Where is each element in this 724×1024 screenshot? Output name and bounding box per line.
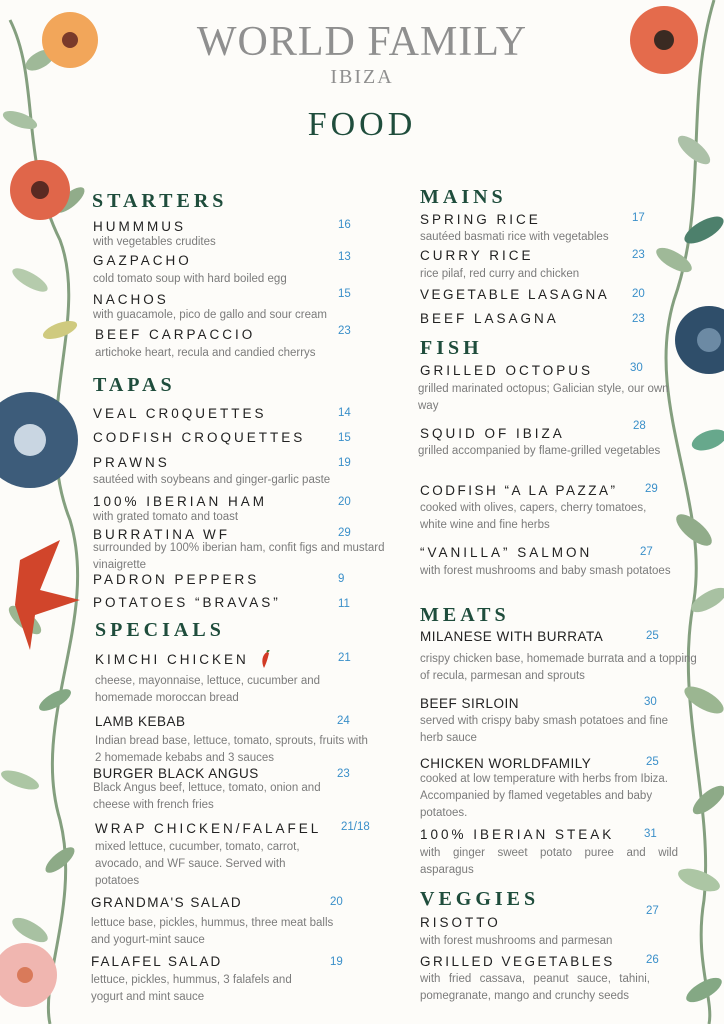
menu-item-price: 30 [630, 362, 643, 374]
menu-item-description: sautéed with soybeans and ginger-garlic paste [93, 474, 331, 486]
menu-item-name: RISOTTO [420, 915, 501, 930]
menu-item-description: Black Angus beef, lettuce, tomato, onion and cheese with french fries [93, 782, 321, 811]
menu-item-name: 100% IBERIAN STEAK [420, 827, 615, 842]
menu-item-price: 9 [338, 573, 345, 585]
menu-item-description: with fried cassava, peanut sauce, tahini, pomegranate, mango and crunchy seeds [420, 973, 650, 1002]
menu-item-description: surrounded by 100% iberian ham, confit figs and mustard vinaigrette [93, 542, 385, 571]
menu-item-description: with ginger sweet potato puree and wild asparagus [420, 847, 678, 876]
menu-item-price: 25 [646, 756, 659, 768]
menu-item-description: cheese, mayonnaise, lettuce, cucumber and homemade moroccan bread [95, 675, 321, 704]
menu-item-description: grilled marinated octopus; Galician style, our own way [418, 383, 669, 412]
menu-item-price: 11 [338, 598, 350, 610]
menu-item-name: BURGER BLACK ANGUS [93, 766, 259, 781]
menu-item-price: 29 [338, 527, 351, 539]
menu-item-name: 100% IBERIAN HAM [93, 494, 268, 509]
menu-item-name: VEAL CR0QUETTES [93, 406, 267, 421]
restaurant-name: WORLD FAMILY [196, 19, 528, 65]
menu-item-price: 15 [338, 288, 351, 300]
menu-item-name: NACHOS [93, 292, 169, 307]
menu-item-price: 29 [645, 483, 658, 495]
menu-item-name: GAZPACHO [93, 253, 192, 268]
menu-item-description: crispy chicken base, homemade burrata and a topping of recula, parmesan and sprouts [420, 653, 697, 682]
menu-item-name: PRAWNS [93, 455, 170, 470]
menu-item-description: cold tomato soup with hard boiled egg [93, 273, 287, 285]
menu-item-name: BEEF CARPACCIO [95, 327, 256, 342]
menu-item-name: SQUID OF IBIZA [420, 426, 565, 441]
menu-item-price: 13 [338, 251, 351, 263]
menu-item-name: BEEF SIRLOIN [420, 696, 520, 711]
menu-item-description: with guacamole, pico de gallo and sour cream [93, 309, 327, 321]
veggies-heading: VEGGIES [420, 888, 540, 910]
tapas-heading: TAPAS [93, 374, 176, 396]
menu-item-price: 25 [646, 630, 659, 642]
menu-item-description: lettuce base, pickles, hummus, three meat balls and yogurt-mint sauce [91, 917, 334, 946]
menu-item-description: with vegetables crudites [93, 236, 216, 248]
menu-item-price: 24 [337, 715, 350, 727]
menu-item-name: VEGETABLE LASAGNA [420, 287, 610, 302]
menu-item-name: CODFISH CROQUETTES [93, 430, 306, 445]
menu-item-price: 23 [337, 768, 350, 780]
menu-item-price: 17 [632, 212, 645, 224]
menu-item-name: MILANESE WITH BURRATA [420, 629, 604, 644]
chili-pepper-icon [258, 650, 272, 670]
menu-item-price: 26 [646, 954, 659, 966]
menu-item-name: GRILLED OCTOPUS [420, 363, 594, 378]
menu-item-price: 19 [330, 956, 343, 968]
menu-item-description: with forest mushrooms and baby smash potatoes [420, 565, 671, 577]
menu-item-name: BEEF LASAGNA [420, 311, 559, 326]
menu-item-name: KIMCHI CHICKEN [95, 652, 249, 667]
menu-item-price: 21/18 [341, 821, 370, 833]
menu-item-price: 20 [338, 496, 351, 508]
menu-item-price: 14 [338, 407, 351, 419]
restaurant-location: IBIZA [330, 66, 394, 88]
menu-item-price: 20 [330, 896, 343, 908]
menu-item-description: Indian bread base, lettuce, tomato, sprouts, fruits with 2 homemade kebabs and 3 sauces [95, 735, 368, 764]
menu-item-price: 30 [644, 696, 657, 708]
menu-item-name: CURRY RICE [420, 248, 534, 263]
menu-item-description: artichoke heart, recula and candied cherrys [95, 347, 316, 359]
menu-item-name: GRANDMA'S SALAD [91, 895, 243, 910]
menu-item-price: 15 [338, 432, 351, 444]
menu-item-description: sautéed basmati rice with vegetables [420, 231, 609, 243]
menu-item-description: mixed lettuce, cucumber, tomato, carrot, avocado, and WF sauce. Served with potatoes [95, 841, 300, 887]
menu-item-name: “VANILLA” SALMON [420, 545, 593, 560]
menu-item-description: cooked at low temperature with herbs from Ibiza. Accompanied by flamed vegetables and baby potatoes. [420, 773, 669, 819]
menu-item-name: CODFISH “A LA PAZZA” [420, 483, 618, 498]
menu-item-description: rice pilaf, red curry and chicken [420, 268, 580, 280]
menu-item-name: FALAFEL SALAD [91, 954, 223, 969]
menu-item-name: LAMB KEBAB [95, 714, 186, 729]
menu-item-price: 23 [632, 313, 645, 325]
meats-heading: MEATS [420, 604, 510, 626]
menu-item-price: 27 [640, 546, 653, 558]
menu-item-name: WRAP CHICKEN/FALAFEL [95, 821, 322, 836]
menu-item-name: BURRATINA WF [93, 527, 230, 542]
menu-item-description: with grated tomato and toast [93, 511, 239, 523]
menu-item-name: SPRING RICE [420, 212, 541, 227]
menu-item-name: CHICKEN WORLDFAMILY [420, 756, 592, 771]
menu-item-name: GRILLED VEGETABLES [420, 954, 615, 969]
menu-item-price: 31 [644, 828, 657, 840]
menu-item-price: 16 [338, 219, 351, 231]
menu-item-description: lettuce, pickles, hummus, 3 falafels and yogurt and mint sauce [91, 974, 292, 1003]
menu-item-price: 19 [338, 457, 351, 469]
menu-item-description: grilled accompanied by flame-grilled vegetables [418, 445, 661, 457]
menu-item-description: with forest mushrooms and parmesan [420, 935, 613, 947]
menu-item-name: PADRON PEPPERS [93, 572, 260, 587]
fish-heading: FISH [420, 337, 483, 359]
menu-item-description: served with crispy baby smash potatoes and fine herb sauce [420, 715, 669, 744]
menu-item-name: POTATOES “BRAVAS” [93, 595, 281, 610]
menu-item-name: HUMMMUS [93, 219, 186, 234]
menu-item-price: 23 [338, 325, 351, 337]
menu-item-price: 21 [338, 652, 351, 664]
menu-section-title: FOOD [307, 106, 417, 143]
menu-item-price: 23 [632, 249, 645, 261]
menu-item-description: cooked with olives, capers, cherry tomatoes, white wine and fine herbs [420, 502, 647, 531]
starters-heading: STARTERS [92, 190, 228, 212]
specials-heading: SPECIALS [95, 619, 225, 641]
menu-item-price: 27 [646, 905, 659, 917]
menu-item-price: 28 [633, 420, 646, 432]
menu-item-price: 20 [632, 288, 645, 300]
mains-heading: MAINS [420, 186, 507, 208]
